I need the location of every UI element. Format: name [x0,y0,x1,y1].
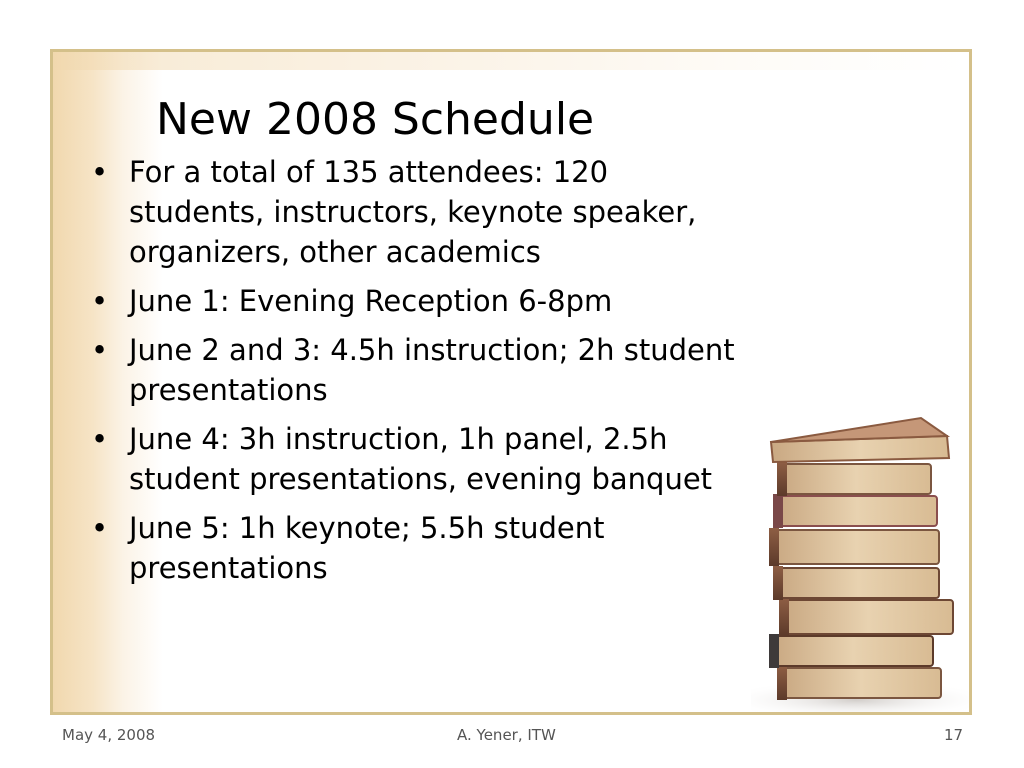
book [779,598,953,636]
bullet-dot-icon: • [91,333,109,367]
bullet-text: June 4: 3h instruction, 1h panel, 2.5h student presentations, evening banquet [129,422,713,496]
book [773,566,939,600]
book [769,634,933,668]
book [777,462,931,496]
bullet-dot-icon: • [91,155,109,189]
bullet-item [85,152,735,272]
bullet-item [85,281,735,321]
footer-page-number: 17 [944,726,964,744]
slide-title: New 2008 Schedule [156,94,595,145]
book [777,666,941,700]
bullet-list [85,152,735,597]
bullet-text: For a total of 135 attendees: 120 students, instructors, keynote speaker, organizers, other academics [129,155,697,269]
top-gradient-band [53,52,969,70]
bullet-item [85,419,735,499]
bullet-dot-icon: • [91,511,109,545]
book [771,418,949,462]
bullet-item [85,508,735,588]
book [773,494,937,528]
stack-of-books-icon [751,378,972,715]
bullet-item [85,330,735,410]
footer-date: May 4, 2008 [62,726,156,744]
bullet-dot-icon: • [91,284,109,318]
bullet-text: June 2 and 3: 4.5h instruction; 2h student presentations [129,333,735,407]
bullet-text: June 5: 1h keynote; 5.5h student presentations [129,511,605,585]
book [769,528,939,566]
footer-presenter: A. Yener, ITW [457,726,556,744]
slide-frame [50,49,972,715]
bullet-dot-icon: • [91,422,109,456]
bullet-text: June 1: Evening Reception 6-8pm [129,284,613,318]
